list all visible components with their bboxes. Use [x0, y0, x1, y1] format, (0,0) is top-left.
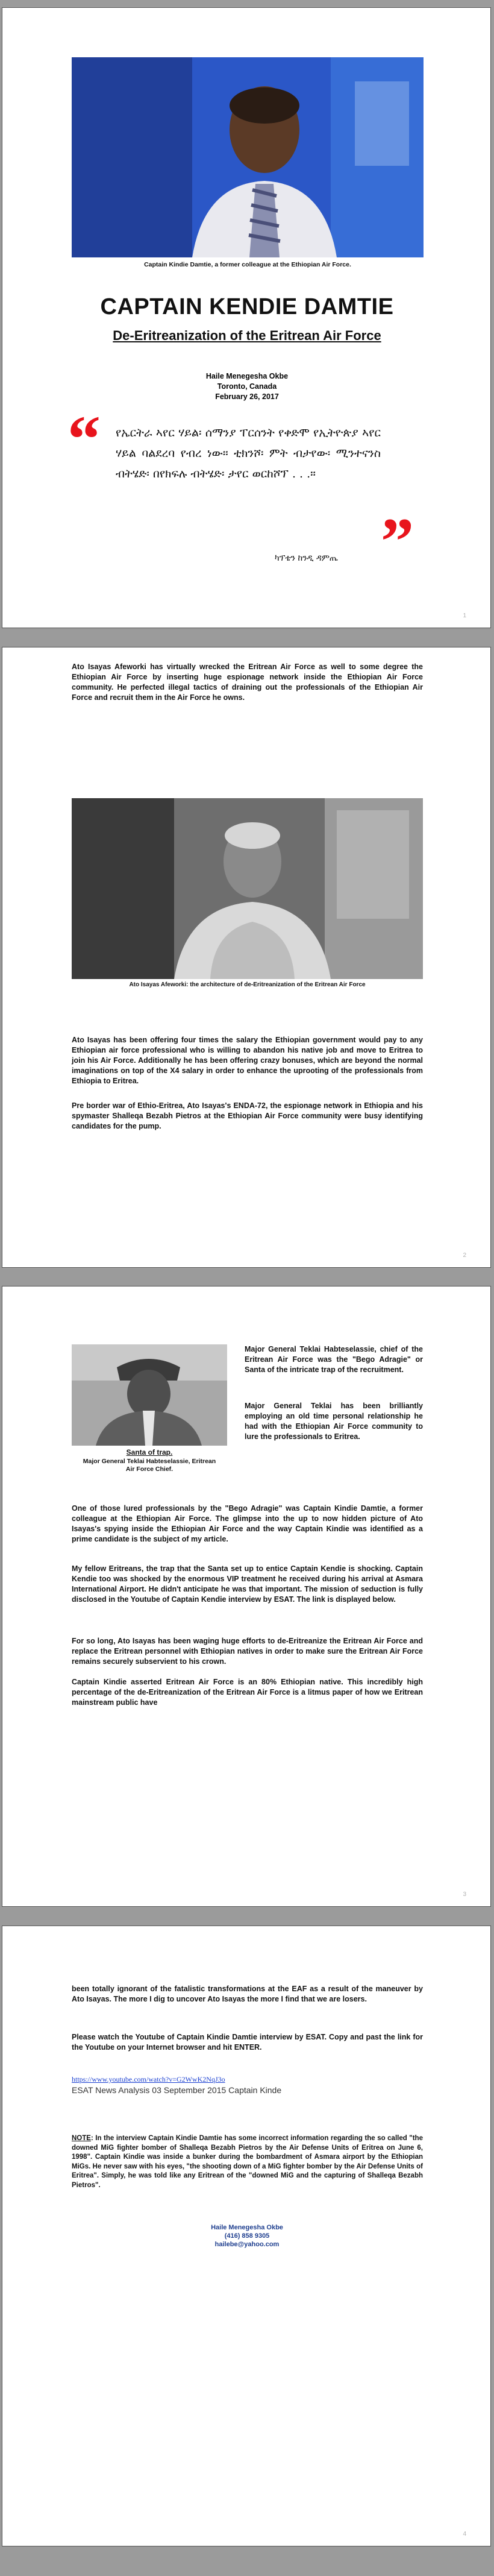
- link-caption: ESAT News Analysis 03 September 2015 Captain Kinde: [72, 2085, 282, 2095]
- paragraph: Please watch the Youtube of Captain Kindie Damtie interview by ESAT. Copy and past the link for the Youtube on your Internet browser and hit ENTER.: [72, 2033, 423, 2052]
- signature-name: Haile Menegesha Okbe: [211, 2224, 283, 2231]
- signature-phone: (416) 858 9305: [224, 2232, 270, 2240]
- document-page-2: [2, 647, 491, 1268]
- photo-caption: Major General Teklai Habteselassie, Eritrean Air Force Chief.: [83, 1458, 216, 1473]
- paragraph: Pre border war of Ethio-Eritrea, Ato Isayas's ENDA-72, the espionage network in Ethiopia and his spymaster Shalleqa Bezabh Pietros at the Ethiopian Air Force community were busy identifying candidates for the pump.: [72, 1101, 423, 1130]
- author-name: Haile Menegesha Okbe: [205, 372, 289, 380]
- page-number: 2: [463, 1252, 466, 1259]
- paragraph: For so long, Ato Isayas has been waging huge efforts to de-Eritreanize the Eritrean Air Force and replace the Eritrean personnel with Ethiopian natives in order to make sure the Eritrean Air Force remains securely subservient to his crown.: [72, 1637, 423, 1666]
- page-title: CAPTAIN KENDIE DAMTIE: [100, 294, 394, 320]
- amharic-quote: የኤርትራ ኣየር ሃይል፡ ሰማንያ ፐርሰንት የቀድሞ የኢትዮጵያ ኣየር ሃይል ባልደረባ የብረ ነው። ቲክንሾ፡ ምት ብታየው፡ ሚንተናንስ ብትሄድ፡ በየክፍሉ ብትሄድ፡ ታየር ወርከሾፕ . . .።: [116, 426, 381, 480]
- author-location: Toronto, Canada: [217, 382, 277, 391]
- article-date: February 26, 2017: [215, 392, 279, 401]
- document-page-1: [2, 7, 491, 628]
- paragraph: Ato Isayas Afeworki has virtually wrecked the Eritrean Air Force as well to some degree the Ethiopian Air Force by inserting huge espionage network inside the Ethiopian Air Force community. He perfected illegal tactics of draining out the professionals of the Ethiopian Air Force and recruit them in the Air Force he owns.: [72, 663, 423, 702]
- photo-caption: Captain Kindie Damtie, a former colleague at the Ethiopian Air Force.: [144, 261, 351, 268]
- youtube-link[interactable]: https://www.youtube.com/watch?v=G2WwK2NqJ3o: [72, 2075, 225, 2083]
- paragraph: Major General Teklai has been brilliantly employing an old time personal relationship he had with the Ethiopian Air Force community to lure the professionals to Eritrea.: [245, 1402, 423, 1441]
- page-number: 1: [463, 613, 466, 619]
- paragraph: My fellow Eritreans, the trap that the Santa set up to entice Captain Kendie is shocking. Captain Kendie too was shocked by the enormous VIP treatment he received during his arrival at Asmara International Airport. He didn't anticipate he was that important. The mission of seduction is fully disclosed in the Youtube of Captain Kendie interview by ESAT. The link is displayed below.: [72, 1564, 423, 1604]
- paragraph: Captain Kindie asserted Eritrean Air Force is an 80% Ethiopian native. This incredibly high percentage of the de-Eritreanization of the Eritrean Air Force is a litmus paper of how we Eritrean mainstream public have: [72, 1678, 423, 1707]
- page-number: 4: [463, 2531, 466, 2537]
- note-text: : In the interview Captain Kindie Damtie has some incorrect information regarding the so called "the downed MiG fighter bomber of Shalleqa Bezabh Pietros by the Air Defense Units of Eritrea on June 6, 1998". Captain Kindie was inside a bunker during the bombardment of Asmara airport by the Ethiopian MiGs. He never saw with his eyes, "the shooting down of a MiG fighter bomber by the Air Defense Units of Eritrea". Simply, he was told like any Eritrean of the "downed MiG and the capturing of Shalleqa Bezabh Pietros".: [72, 2135, 423, 2189]
- photo-title: Santa of trap.: [126, 1448, 173, 1456]
- paragraph: One of those lured professionals by the "Bego Adragie" was Captain Kindie Damtie, a former colleague at the Ethiopian Air Force. The glimpse into the up to now hidden picture of Ato Isayas's spying inside the Ethiopian Air Force and the way Captain Kindie was identified as a prime candidate is the subject of my article.: [72, 1504, 423, 1543]
- quote-attribution: ካፕቴን ከንዲ ዳምጤ: [275, 553, 338, 563]
- open-quote-mark: “: [67, 402, 101, 476]
- document-page-4: [2, 1926, 491, 2546]
- close-quote-mark: ”: [381, 505, 414, 578]
- teklai-habteselassie-photo: [72, 1344, 227, 1446]
- page-number: 3: [463, 1891, 466, 1898]
- document-page-3: [2, 1286, 491, 1907]
- signature-email: hailebe@yahoo.com: [214, 2241, 280, 2248]
- paragraph: Ato Isayas has been offering four times the salary the Ethiopian government would pay to any Ethiopian air force professional who is willing to abandon his native job and move to Eritrea to join his Air Force. Additionally he has been offering crazy bonuses, which are beyond the normal imaginations on top of the X4 salary in order to enhance the uprooting of the professionals from Ethiopia to Eritrea.: [72, 1036, 423, 1085]
- captain-kendie-photo: [72, 57, 424, 257]
- paragraph: Major General Teklai Habteselassie, chief of the Eritrean Air Force was the "Bego Adragie" or Santa of the intricate trap of the recruitment.: [245, 1345, 423, 1374]
- note-label: NOTE: [72, 2135, 91, 2142]
- paragraph: been totally ignorant of the fatalistic transformations at the EAF as a result of the maneuver by Ato Isayas. The more I dig to uncover Ato Isayas the more I find that we are losers.: [72, 1985, 423, 2003]
- isayas-afeworki-photo: [72, 798, 423, 979]
- note-paragraph: [72, 2134, 423, 2190]
- photo-caption: Ato Isayas Afeworki: the architecture of de-Eritreanization of the Eritrean Air Force: [129, 981, 366, 988]
- page-subtitle: De-Eritreanization of the Eritrean Air Force: [113, 328, 381, 343]
